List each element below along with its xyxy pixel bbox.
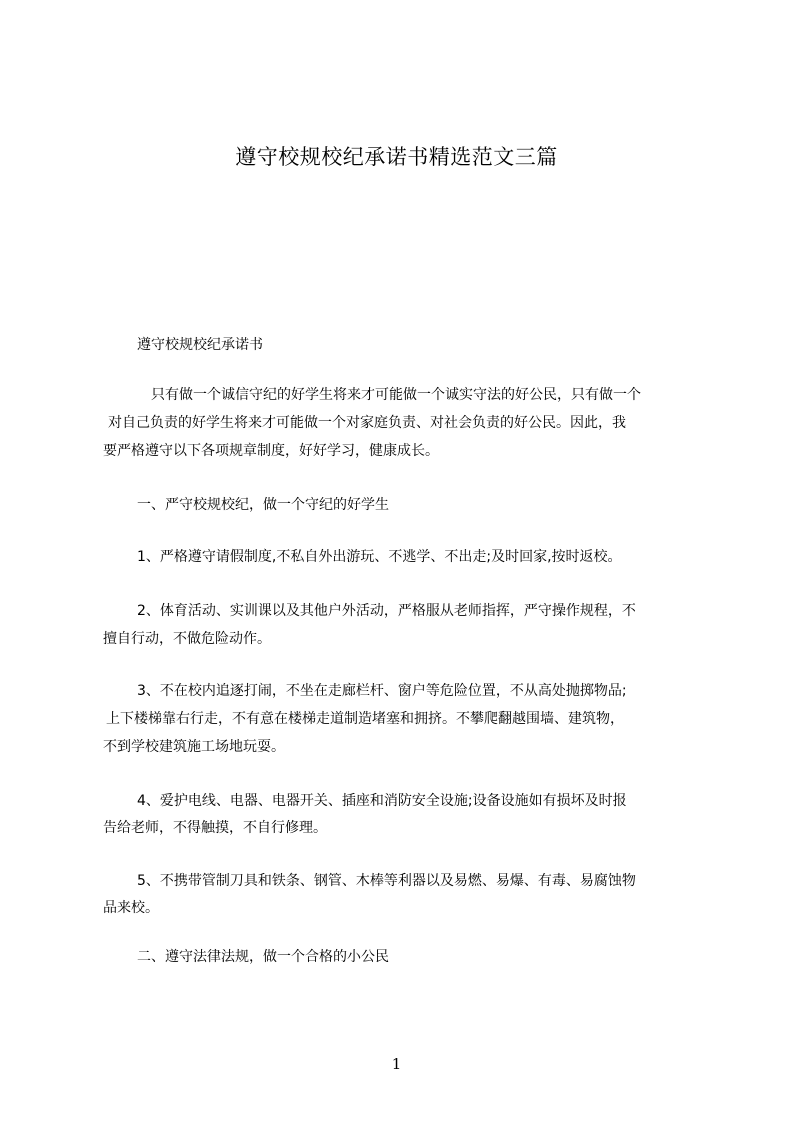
part-2-heading: 二、遵守法律法规，做一个合格的小公民 — [137, 949, 389, 965]
document-title: 遵守校规校纪承诺书精选范文三篇 — [235, 145, 558, 169]
intro-line-2: 对自己负责的好学生将来才可能做一个对家庭负责、对社会负责的好公民。因此，我 — [108, 415, 626, 431]
item-3-line-1: 3、不在校内追逐打闹，不坐在走廊栏杆、窗户等危险位置，不从高处抛掷物品; — [137, 683, 627, 699]
intro-line-3: 要严格遵守以下各项规章制度，好好学习，健康成长。 — [103, 443, 439, 459]
item-5-line-2: 品来校。 — [103, 900, 159, 916]
item-4-line-2: 告给老师，不得触摸，不自行修理。 — [103, 820, 327, 836]
item-5-line-1: 5、不携带管制刀具和铁条、钢管、木棒等利器以及易燃、易爆、有毒、易腐蚀物 — [137, 873, 636, 889]
item-1-line-1: 1、严格遵守请假制度,不私自外出游玩、不逃学、不出走;及时回家,按时返校。 — [137, 549, 622, 565]
section-heading: 遵守校规校纪承诺书 — [137, 337, 263, 353]
item-2-line-1: 2、体育活动、实训课以及其他户外活动，严格服从老师指挥，严守操作规程，不 — [137, 603, 636, 619]
item-3-line-3: 不到学校建筑施工场地玩耍。 — [103, 739, 285, 755]
item-2-line-2: 擅自行动，不做危险动作。 — [103, 631, 271, 647]
item-4-line-1: 4、爱护电线、电器、电器开关、插座和消防安全设施;设备设施如有损坏及时报 — [137, 793, 627, 809]
page-number: 1 — [391, 1055, 402, 1073]
intro-line-1: 只有做一个诚信守纪的好学生将来才可能做一个诚实守法的好公民，只有做一个 — [151, 387, 641, 403]
item-3-line-2: 上下楼梯靠右行走，不有意在楼梯走道制造堵塞和拥挤。不攀爬翻越围墙、建筑物， — [106, 711, 624, 727]
part-1-heading: 一、严守校规校纪，做一个守纪的好学生 — [137, 497, 389, 513]
